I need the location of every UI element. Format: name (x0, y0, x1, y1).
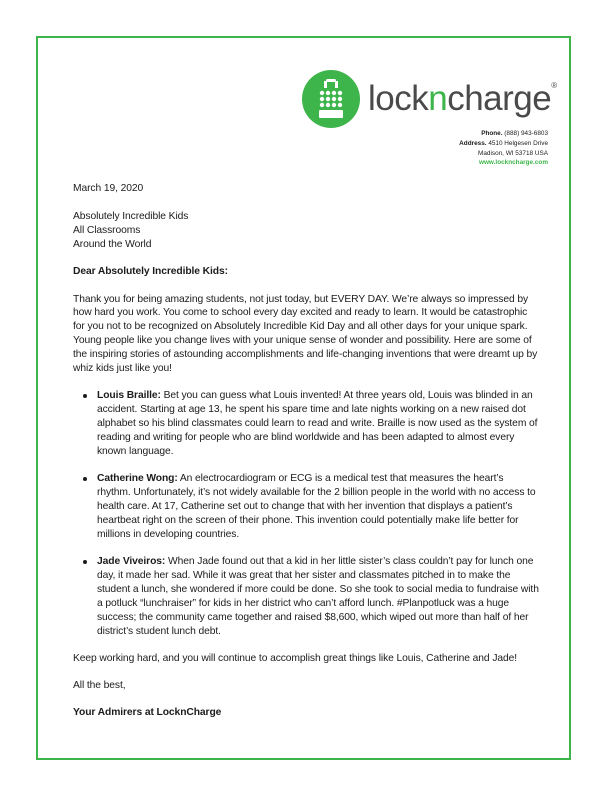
story-name: Catherine Wong: (97, 473, 178, 484)
closing-paragraph: Keep working hard, and you will continue to accomplish great things like Louis, Catherine and Jade! (73, 652, 518, 664)
phone-line (459, 129, 548, 139)
brand-lock: lock (368, 79, 429, 118)
address-label: Address. (459, 139, 487, 147)
story-text: An electrocardiogram or ECG is a medical test that measures the heart’s rhythm. Unfortunately, it’s not widely available for the 2 billion people in the world with no access to health care. At 17, Catherine set out to change that with her invention that displays a patient’s heartbeat right on the screen of their phone. This invention could potentially make life better for millions in developing countries. (97, 473, 536, 540)
contact-block (459, 129, 548, 168)
list-item (97, 472, 539, 542)
intro-paragraph: Thank you for being amazing students, not just today, but EVERY DAY. We’re always so impressed by how hard you work. You come to school every day excited and ready to learn. It would be catastrophic for you not to be recognized on Absolutely Incredible Kid Day and all other days for your unique spark. Young people like you change lives with your unique sense of wonder and possibility. Here are some of the inspiring stories of astounding accomplishments and life-changing inventions that were dreamt up by whiz kids just like you! (73, 293, 538, 375)
salutation: Dear Absolutely Incredible Kids: (73, 265, 228, 277)
brand-wordmark (368, 76, 557, 122)
website-link[interactable]: www.lockncharge.com (478, 159, 548, 167)
brand-n: n (428, 79, 448, 118)
address-city: Madison, WI 53718 USA (478, 149, 548, 157)
signoff: All the best, (73, 679, 126, 691)
brand-charge: charge (447, 79, 552, 118)
story-text: Bet you can guess what Louis invented! At three years old, Louis was blinded in an accident. Starting at age 13, he spent his spare time and late nights working on a new raised dot alphabet so his blind classmates could learn to read and write. Braille is now used as the system of reading and writing for people who are blind worldwide and has been adapted to almost every known language. (97, 389, 538, 457)
address-line (459, 139, 548, 149)
list-item (97, 389, 539, 459)
letter-date: March 19, 2020 (73, 183, 144, 194)
recipient-line: Absolutely Incredible Kids (73, 210, 189, 222)
recipient-address (73, 210, 539, 252)
recipient-line: Around the World (73, 238, 152, 250)
letter-body (73, 182, 539, 720)
story-text: When Jade found out that a kid in her little sister’s class couldn’t pay for lunch one day, it made her sad. While it was great that her sister and classmates pitched in to make the student a lunch, she wondered if more could be done. So she took to social media to fundraise with a potluck “lunchraiser” for kids in her district who can’t afford lunch. #Planpotluck was a huge success; the community came together and raised $8,600, which wiped out more than half of her district’s student lunch debt. (97, 556, 539, 637)
signature: Your Admirers at LocknCharge (73, 706, 222, 718)
locker-icon (302, 70, 360, 128)
phone-label: Phone. (481, 130, 503, 137)
stories-list (73, 389, 539, 639)
list-item (97, 555, 539, 638)
recipient-line: All Classrooms (73, 224, 141, 236)
story-name: Jade Viveiros: (97, 556, 166, 568)
trademark-symbol: ® (551, 81, 557, 90)
phone-number: (888) 943-6803 (504, 130, 548, 137)
address-street: 4510 Helgesen Drive (488, 139, 548, 147)
story-name: Louis Braille: (97, 389, 161, 401)
lockncharge-logo (302, 70, 557, 130)
